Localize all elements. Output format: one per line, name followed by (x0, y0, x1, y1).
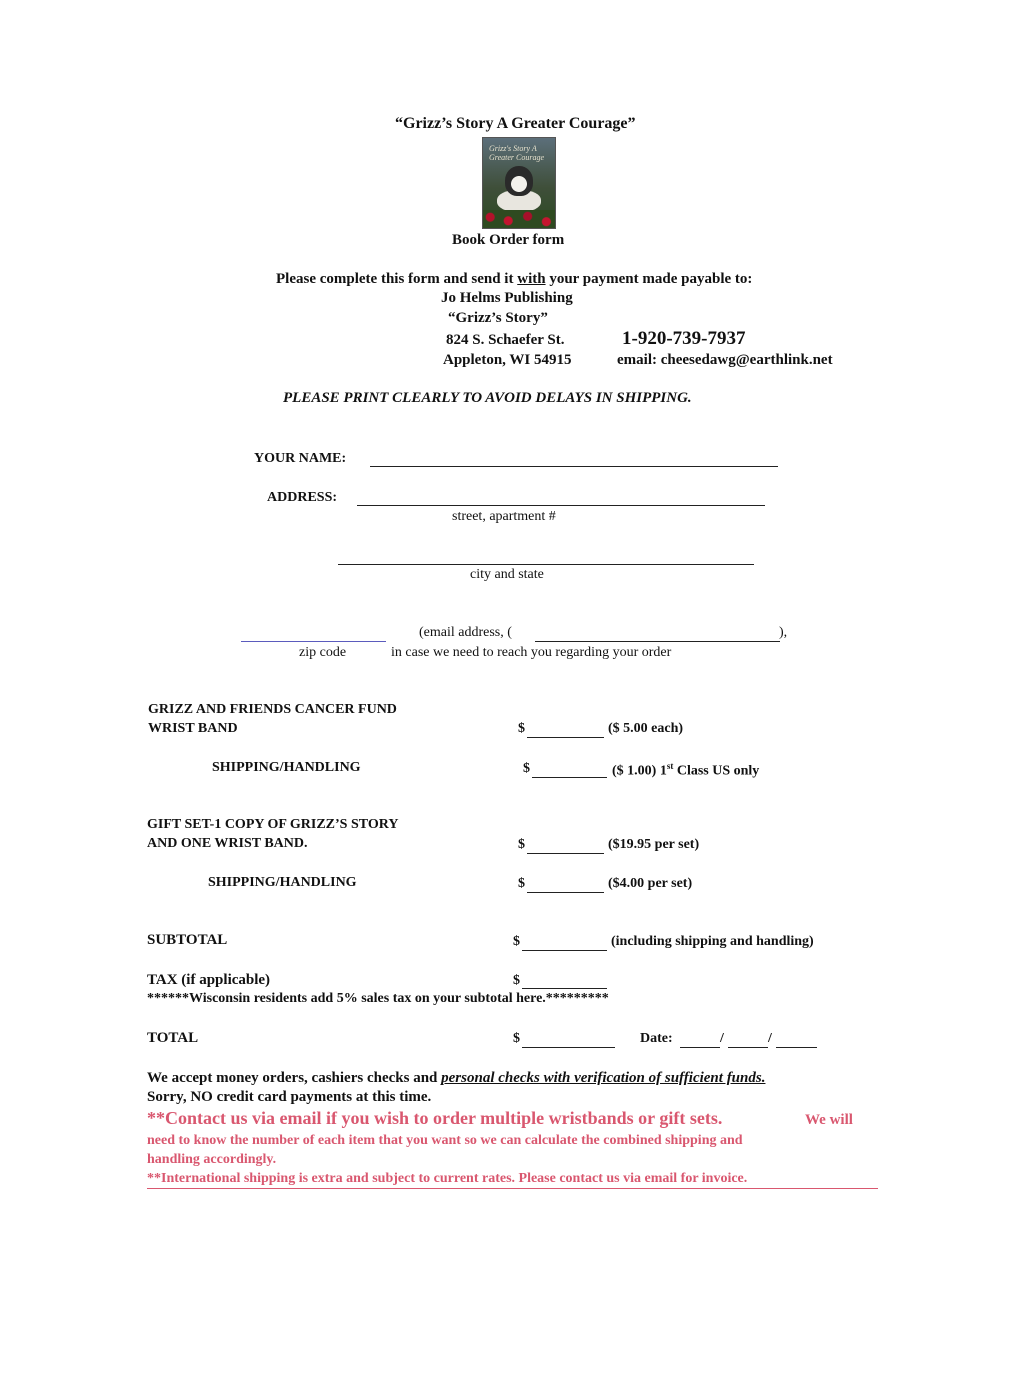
intro-text (276, 271, 752, 288)
international-shipping-text: **International shipping is extra and subject to current rates. Please contact us via email for invoice. (147, 1171, 748, 1186)
publisher-name: Jo Helms Publishing (441, 290, 573, 306)
wristband-shipping-dollar: $ (523, 761, 530, 776)
wristband-shipping-price (612, 761, 759, 780)
email-close: ), (779, 625, 788, 640)
giftset-shipping-field[interactable] (527, 892, 604, 893)
cover-flowers (483, 210, 555, 228)
wristband-price: ($ 5.00 each) (608, 721, 684, 736)
phone-number: 1-920-739-7937 (622, 328, 746, 349)
wristband-label-2: WRIST BAND (148, 721, 238, 736)
giftset-label-2: AND ONE WRIST BAND. (147, 836, 308, 851)
name-field[interactable] (370, 466, 778, 467)
city-state-field[interactable] (338, 564, 754, 565)
giftset-shipping-label: SHIPPING/HANDLING (208, 875, 357, 890)
contact-we-will: We will (805, 1112, 853, 1128)
street-address: 824 S. Schaefer St. (446, 332, 565, 348)
subtotal-label: SUBTOTAL (147, 932, 228, 948)
wristband-label-1: GRIZZ AND FRIENDS CANCER FUND (148, 702, 397, 717)
total-field[interactable] (522, 1047, 615, 1048)
zip-caption: zip code (299, 645, 347, 660)
email-caption: in case we need to reach you regarding your order (391, 645, 672, 660)
intro-emph: with (517, 271, 546, 287)
intro-after: your payment made payable to: (545, 271, 753, 287)
date-label: Date: (640, 1031, 673, 1046)
wristband-shipping-field[interactable] (532, 777, 607, 778)
date-slash-1: / (720, 1031, 724, 1046)
contact-email: email: cheesedawg@earthlink.net (617, 352, 833, 368)
ship-price: ($ 1.00) 1 (612, 763, 667, 779)
wristband-shipping-label: SHIPPING/HANDLING (212, 760, 361, 775)
wristband-dollar: $ (518, 721, 525, 736)
giftset-amount-field[interactable] (527, 853, 604, 854)
name-label: YOUR NAME: (254, 451, 347, 466)
total-label: TOTAL (147, 1030, 199, 1046)
date-year-field[interactable] (776, 1047, 817, 1048)
total-dollar: $ (513, 1031, 520, 1046)
date-month-field[interactable] (680, 1047, 720, 1048)
book-title: “Grizz’s Story A Greater Courage” (395, 115, 636, 132)
print-clearly-notice: PLEASE PRINT CLEARLY TO AVOID DELAYS IN SHIPPING. (283, 390, 692, 406)
street-field[interactable] (357, 505, 765, 506)
subtotal-field[interactable] (522, 950, 607, 951)
publisher-book: “Grizz’s Story” (448, 310, 548, 326)
form-label: Book Order form (452, 232, 565, 248)
subtotal-note: (including shipping and handling) (611, 934, 814, 949)
date-day-field[interactable] (728, 1047, 768, 1048)
international-underline (147, 1188, 878, 1189)
giftset-shipping-dollar: $ (518, 876, 525, 891)
book-cover-image (482, 137, 556, 229)
accept-payment-text (147, 1070, 765, 1087)
city-address: Appleton, WI 54915 (443, 352, 572, 368)
cover-title: Grizz's Story A Greater Courage (489, 144, 545, 162)
zip-field[interactable] (241, 641, 386, 642)
date-slash-2: / (768, 1031, 772, 1046)
accept-emph: personal checks with verification of sufficient funds. (441, 1070, 766, 1086)
street-caption: street, apartment # (452, 509, 556, 524)
intro-before: Please complete this form and send it (276, 271, 518, 287)
subtotal-dollar: $ (513, 934, 520, 949)
tax-label: TAX (if applicable) (147, 972, 271, 988)
giftset-label-1: GIFT SET-1 COPY OF GRIZZ’S STORY (147, 817, 399, 832)
customer-email-field[interactable] (535, 641, 780, 642)
wristband-amount-field[interactable] (527, 737, 604, 738)
giftset-shipping-price: ($4.00 per set) (608, 876, 693, 891)
contact-line-2: need to know the number of each item that you want so we can calculate the combined shipping and (147, 1133, 743, 1148)
giftset-dollar: $ (518, 837, 525, 852)
tax-dollar: $ (513, 973, 520, 988)
email-open: (email address, ( (419, 625, 512, 640)
accept-before: We accept money orders, cashiers checks and (147, 1070, 442, 1086)
tax-note: ******Wisconsin residents add 5% sales tax on your subtotal here.********* (147, 991, 609, 1006)
giftset-price: ($19.95 per set) (608, 837, 700, 852)
dog-head (505, 166, 533, 196)
address-label: ADDRESS: (267, 490, 338, 505)
contact-multiple-text: **Contact us via email if you wish to order multiple wristbands or gift sets. (147, 1108, 723, 1128)
no-credit-text: Sorry, NO credit card payments at this time. (147, 1089, 432, 1105)
tax-field[interactable] (522, 988, 607, 989)
ship-after: Class US only (673, 763, 760, 779)
contact-line-3: handling accordingly. (147, 1152, 277, 1167)
city-caption: city and state (470, 567, 544, 582)
ship-sup: st (666, 761, 674, 771)
